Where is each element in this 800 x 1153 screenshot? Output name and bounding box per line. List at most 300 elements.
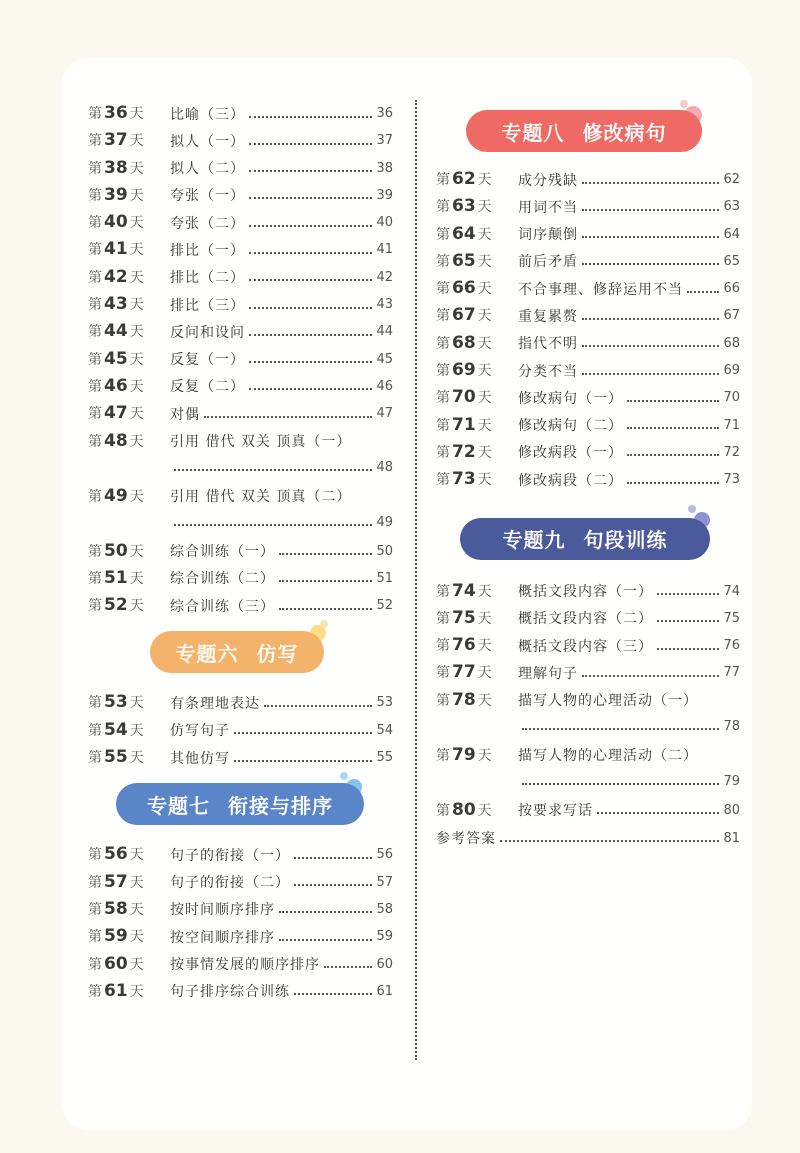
day-suffix: 天	[129, 324, 144, 341]
toc-group	[88, 100, 393, 619]
topic-8-subject: 修改病句	[582, 120, 667, 145]
day-suffix: 天	[129, 929, 144, 946]
page-number: 45	[376, 351, 393, 367]
day-prefix: 第	[88, 160, 102, 177]
leader-dots	[657, 620, 719, 622]
entry-row	[518, 466, 740, 493]
entry-row	[170, 182, 393, 209]
page-number: 63	[723, 199, 740, 215]
page-number: 72	[723, 444, 740, 460]
day-prefix: 第	[436, 692, 450, 709]
page-number: 36	[376, 106, 393, 121]
entry-row	[518, 797, 740, 824]
entry-title: 按要求写话	[518, 803, 593, 820]
page-number: 37	[376, 133, 393, 149]
day-suffix: 天	[477, 335, 492, 352]
entry-title: 句子的衔接（二）	[170, 875, 290, 892]
page-number: 61	[376, 983, 393, 999]
toc-entry[interactable]	[436, 248, 740, 275]
entry-row	[518, 578, 740, 605]
day-prefix: 第	[436, 472, 450, 489]
page-number: 49	[376, 514, 393, 530]
entry-title: 修改病段（一）	[518, 445, 623, 462]
entry-title: 引用 借代 双关 顶真（二）	[170, 489, 352, 506]
day-suffix: 天	[477, 172, 492, 188]
entry-row	[170, 841, 393, 868]
day-number: 50	[104, 540, 128, 561]
page-number: 66	[723, 281, 740, 297]
page-number: 47	[376, 406, 393, 422]
toc-entry[interactable]	[88, 841, 393, 868]
entry-row	[170, 209, 393, 236]
toc-entry[interactable]	[88, 538, 393, 565]
day-suffix: 天	[129, 722, 144, 739]
day-suffix: 天	[477, 583, 492, 600]
day-number: 37	[104, 130, 128, 151]
day-suffix: 天	[477, 472, 492, 489]
toc-entry[interactable]	[88, 896, 393, 923]
toc-entry[interactable]	[436, 659, 740, 686]
page-number: 67	[723, 308, 740, 324]
toc-group	[88, 841, 393, 1005]
day-suffix: 天	[477, 363, 492, 380]
day-label	[88, 373, 168, 401]
entry-row	[170, 592, 393, 619]
page-number: 79	[723, 773, 740, 789]
day-suffix: 天	[129, 297, 144, 314]
entry-row	[518, 659, 740, 686]
day-label	[436, 439, 516, 467]
toc-entry[interactable]	[436, 275, 740, 302]
page-number: 48	[376, 459, 393, 475]
day-label	[88, 565, 168, 593]
page-number: 53	[376, 695, 393, 711]
entry-row	[170, 291, 393, 318]
day-suffix: 天	[129, 242, 144, 259]
toc-entry[interactable]	[436, 632, 740, 659]
toc-entry[interactable]	[436, 302, 740, 329]
toc-entry[interactable]	[88, 264, 393, 291]
day-label	[436, 797, 516, 825]
day-label	[436, 357, 516, 385]
leader-dots	[249, 116, 372, 118]
day-suffix: 天	[477, 199, 492, 216]
toc-entry[interactable]	[436, 357, 740, 384]
leader-dots	[174, 524, 372, 526]
leader-dots	[627, 400, 719, 402]
day-suffix: 天	[477, 281, 492, 298]
leader-dots	[582, 373, 719, 375]
page-number: 56	[376, 847, 393, 863]
entry-title: 用词不当	[518, 199, 578, 216]
page-number: 76	[723, 638, 740, 654]
toc-entry[interactable]	[88, 565, 393, 592]
entry-title: 按空间顺序排序	[170, 929, 275, 946]
entry-title: 对偶	[170, 406, 200, 423]
page-number: 78	[723, 718, 740, 734]
toc-group	[436, 166, 740, 494]
entry-title: 综合训练（二）	[170, 571, 275, 588]
toc-entry[interactable]	[436, 578, 740, 605]
entry-title: 修改病段（二）	[518, 472, 623, 489]
leader-dots	[294, 993, 372, 995]
day-number: 79	[452, 744, 476, 765]
entry-row	[170, 565, 393, 592]
entry-title-row	[518, 687, 740, 714]
page-number: 59	[376, 929, 393, 945]
day-number: 53	[104, 692, 128, 713]
toc-entry[interactable]	[436, 742, 740, 797]
leader-dots	[500, 840, 719, 842]
day-prefix: 第	[88, 324, 102, 341]
entry-title-row	[170, 483, 393, 510]
entry-title-row	[518, 742, 740, 769]
day-number: 43	[104, 294, 128, 315]
entry-title: 比喻（三）	[170, 106, 245, 123]
entry-title: 按事情发展的顺序排序	[170, 957, 320, 974]
entry-title: 分类不当	[518, 363, 578, 380]
leader-dots	[582, 209, 719, 211]
toc-entry[interactable]	[88, 209, 393, 236]
toc-entry[interactable]	[88, 717, 393, 744]
entry-title: 引用 借代 双关 顶真（一）	[170, 434, 352, 451]
entry-row	[170, 923, 393, 950]
leader-dots	[597, 812, 719, 814]
leader-dots	[279, 608, 372, 610]
toc-entry[interactable]	[88, 373, 393, 400]
page-number: 68	[723, 335, 740, 351]
day-suffix: 天	[129, 160, 144, 177]
toc-entry-answers[interactable]	[436, 824, 740, 852]
day-prefix: 第	[436, 665, 450, 682]
entry-title: 拟人（一）	[170, 133, 245, 150]
entry-row	[170, 538, 393, 565]
day-suffix: 天	[129, 378, 144, 395]
toc-entry[interactable]	[88, 236, 393, 263]
day-label	[88, 592, 168, 620]
day-prefix: 第	[88, 750, 102, 767]
day-label	[436, 221, 516, 249]
toc-entry[interactable]	[88, 291, 393, 318]
page-number: 40	[376, 215, 393, 231]
day-suffix: 天	[477, 253, 492, 270]
day-prefix: 第	[436, 253, 450, 270]
toc-entry[interactable]	[436, 687, 740, 742]
entry-title: 不合事理、修辞运用不当	[518, 281, 683, 298]
day-suffix: 天	[129, 901, 144, 918]
page-number: 74	[723, 583, 740, 599]
toc-entry[interactable]	[436, 439, 740, 466]
day-number: 72	[452, 441, 476, 462]
entry-title: 综合训练（一）	[170, 544, 275, 561]
day-prefix: 第	[436, 199, 450, 216]
toc-entry[interactable]	[88, 400, 393, 427]
page-number: 51	[376, 570, 393, 586]
day-number: 52	[104, 595, 128, 616]
entry-row	[170, 400, 393, 427]
toc-entry[interactable]	[436, 384, 740, 411]
entry-title: 修改病句（一）	[518, 390, 623, 407]
page-number: 64	[723, 226, 740, 242]
day-number: 45	[104, 348, 128, 369]
day-label	[88, 428, 168, 456]
day-number: 76	[452, 635, 476, 656]
day-number: 66	[452, 278, 476, 299]
day-prefix: 第	[436, 444, 450, 461]
day-suffix: 天	[129, 750, 144, 767]
entry-row	[170, 346, 393, 373]
day-prefix: 第	[436, 226, 450, 243]
entry-title: 排比（三）	[170, 297, 245, 314]
leader-dots	[627, 482, 719, 484]
topic-9-banner	[460, 518, 710, 560]
day-label	[88, 978, 168, 1006]
day-suffix: 天	[129, 215, 144, 232]
entry-row	[518, 384, 740, 411]
entry-title: 概括文段内容（二）	[518, 611, 653, 628]
entry-row	[170, 127, 393, 154]
day-number: 63	[452, 196, 476, 217]
entry-row	[170, 744, 393, 771]
day-label	[436, 412, 516, 440]
entry-title: 修改病句（二）	[518, 418, 623, 435]
day-suffix: 天	[129, 133, 144, 150]
answers-title: 参考答案	[436, 831, 496, 848]
day-prefix: 第	[88, 406, 102, 423]
leader-dots	[582, 318, 719, 320]
day-label	[436, 632, 516, 660]
day-number: 42	[104, 266, 128, 287]
entry-title: 描写人物的心理活动（二）	[518, 748, 698, 765]
day-suffix: 天	[129, 983, 144, 1000]
page-number: 42	[376, 269, 393, 285]
day-suffix: 天	[129, 187, 144, 204]
day-number: 62	[452, 169, 476, 189]
day-number: 39	[104, 184, 128, 205]
day-label	[436, 384, 516, 412]
leader-dots	[582, 675, 719, 677]
day-number: 69	[452, 360, 476, 381]
day-prefix: 第	[436, 363, 450, 380]
day-number: 73	[452, 469, 476, 490]
day-prefix: 第	[88, 351, 102, 368]
day-number: 38	[104, 157, 128, 178]
decor-bubble	[320, 620, 328, 628]
toc-entry[interactable]	[88, 923, 393, 950]
toc-entry[interactable]	[436, 605, 740, 632]
toc-entry[interactable]	[88, 182, 393, 209]
day-number: 51	[104, 567, 128, 588]
entry-page-row	[518, 768, 740, 795]
entry-row	[170, 373, 393, 400]
page-number: 43	[376, 297, 393, 313]
entry-page-row	[170, 509, 393, 536]
toc-entry[interactable]	[88, 346, 393, 373]
leader-dots	[279, 939, 372, 941]
toc-entry[interactable]	[436, 193, 740, 220]
entry-row	[170, 689, 393, 716]
entry-row	[518, 221, 740, 248]
day-label	[436, 742, 516, 770]
toc-entry[interactable]	[88, 155, 393, 182]
toc-entry[interactable]	[88, 978, 393, 1005]
toc-entry[interactable]	[436, 221, 740, 248]
topic-9-heading	[436, 494, 740, 578]
entry-row	[170, 236, 393, 263]
page-number: 80	[723, 802, 740, 818]
day-prefix: 第	[88, 956, 102, 973]
entry-row	[170, 155, 393, 182]
toc-entry[interactable]	[88, 951, 393, 978]
entry-title: 理解句子	[518, 665, 578, 682]
day-suffix: 天	[477, 692, 492, 709]
day-prefix: 第	[436, 802, 450, 819]
leader-dots	[522, 728, 719, 730]
entry-title: 按时间顺序排序	[170, 902, 275, 919]
day-suffix: 天	[477, 638, 492, 655]
day-label	[88, 744, 168, 772]
entry-title: 夸张（二）	[170, 215, 245, 232]
day-suffix: 天	[477, 610, 492, 627]
entry-title: 有条理地表达	[170, 695, 260, 712]
leader-dots	[294, 884, 372, 886]
page-number: 57	[376, 874, 393, 890]
entry-title: 概括文段内容（三）	[518, 638, 653, 655]
topic-6-subject: 仿写	[256, 641, 299, 666]
topic-7-heading	[88, 771, 393, 841]
entry-title: 拟人（二）	[170, 161, 245, 178]
day-prefix: 第	[436, 583, 450, 600]
day-prefix: 第	[88, 242, 102, 259]
leader-dots	[264, 705, 372, 707]
entry-title: 句子排序综合训练	[170, 984, 290, 1001]
leader-dots	[627, 427, 719, 429]
day-label	[436, 193, 516, 221]
day-prefix: 第	[436, 335, 450, 352]
day-number: 67	[452, 305, 476, 326]
day-label	[436, 166, 516, 194]
entry-title: 句子的衔接（一）	[170, 847, 290, 864]
decor-bubble	[340, 772, 348, 780]
day-prefix: 第	[88, 847, 102, 864]
toc-entry[interactable]	[88, 592, 393, 619]
day-suffix: 天	[477, 747, 492, 764]
day-prefix: 第	[88, 433, 102, 450]
leader-dots	[279, 580, 372, 582]
day-number: 61	[104, 980, 128, 1001]
day-number: 40	[104, 212, 128, 233]
toc-entry[interactable]	[88, 869, 393, 896]
page-number: 55	[376, 750, 393, 766]
day-label	[88, 209, 168, 237]
toc-entry[interactable]	[436, 797, 740, 824]
day-label	[88, 264, 168, 292]
day-number: 77	[452, 662, 476, 683]
leader-dots	[249, 225, 372, 227]
day-label	[88, 400, 168, 428]
toc-entry[interactable]	[88, 428, 393, 483]
day-label	[88, 291, 168, 319]
toc-entry[interactable]	[436, 330, 740, 357]
entry-title: 反复（一）	[170, 352, 245, 369]
toc-group	[88, 689, 393, 771]
leader-dots	[249, 361, 372, 363]
entry-row	[518, 330, 740, 357]
toc-entry[interactable]	[88, 483, 393, 538]
leader-dots	[582, 182, 719, 184]
entry-page-row	[518, 713, 740, 740]
day-number: 46	[104, 375, 128, 396]
day-label	[88, 951, 168, 979]
leader-dots	[657, 648, 719, 650]
entry-row	[518, 275, 740, 302]
toc-entry[interactable]	[88, 689, 393, 716]
leader-dots	[234, 760, 372, 762]
day-prefix: 第	[88, 983, 102, 1000]
day-prefix: 第	[88, 929, 102, 946]
topic-9-subject: 句段训练	[583, 528, 668, 553]
entry-row	[518, 357, 740, 384]
entry-title: 词序颠倒	[518, 227, 578, 244]
leader-dots	[279, 911, 372, 913]
page-number: 58	[376, 901, 393, 917]
day-number: 75	[452, 607, 476, 628]
entry-row	[518, 605, 740, 632]
day-prefix: 第	[436, 390, 450, 407]
day-label	[436, 578, 516, 606]
day-prefix: 第	[436, 172, 450, 188]
entry-title: 反问和设问	[170, 324, 245, 341]
toc-entry[interactable]	[88, 100, 393, 127]
toc-group	[436, 578, 740, 824]
day-label	[88, 923, 168, 951]
entry-title: 概括文段内容（一）	[518, 584, 653, 601]
entry-title: 指代不明	[518, 336, 578, 353]
toc-entry[interactable]	[88, 744, 393, 771]
toc-entry[interactable]	[88, 127, 393, 154]
topic-7-subject: 衔接与排序	[228, 793, 333, 818]
entry-row	[518, 166, 740, 193]
topic-6-name: 专题六	[175, 641, 239, 666]
entry-row	[170, 951, 393, 978]
entry-row	[170, 978, 393, 1005]
day-label	[436, 302, 516, 330]
day-number: 55	[104, 747, 128, 768]
day-suffix: 天	[477, 444, 492, 461]
page-number: 46	[376, 378, 393, 394]
toc-entry[interactable]	[436, 412, 740, 439]
entry-row	[518, 412, 740, 439]
toc-entry[interactable]	[436, 466, 740, 493]
day-suffix: 天	[129, 488, 144, 505]
day-suffix: 天	[129, 956, 144, 973]
toc-entry[interactable]	[436, 166, 740, 193]
day-number: 36	[104, 103, 128, 123]
page-number: 41	[376, 242, 393, 258]
topic-7-name: 专题七	[147, 793, 210, 818]
day-label	[88, 896, 168, 924]
day-suffix: 天	[129, 847, 144, 864]
answers-page: 81	[723, 830, 740, 846]
page-number: 70	[723, 390, 740, 406]
day-label	[436, 687, 516, 715]
day-suffix: 天	[477, 308, 492, 325]
page-number: 65	[723, 253, 740, 269]
day-number: 48	[104, 430, 128, 451]
entry-row	[170, 100, 393, 127]
toc-entry[interactable]	[88, 318, 393, 345]
leader-dots	[279, 553, 372, 555]
